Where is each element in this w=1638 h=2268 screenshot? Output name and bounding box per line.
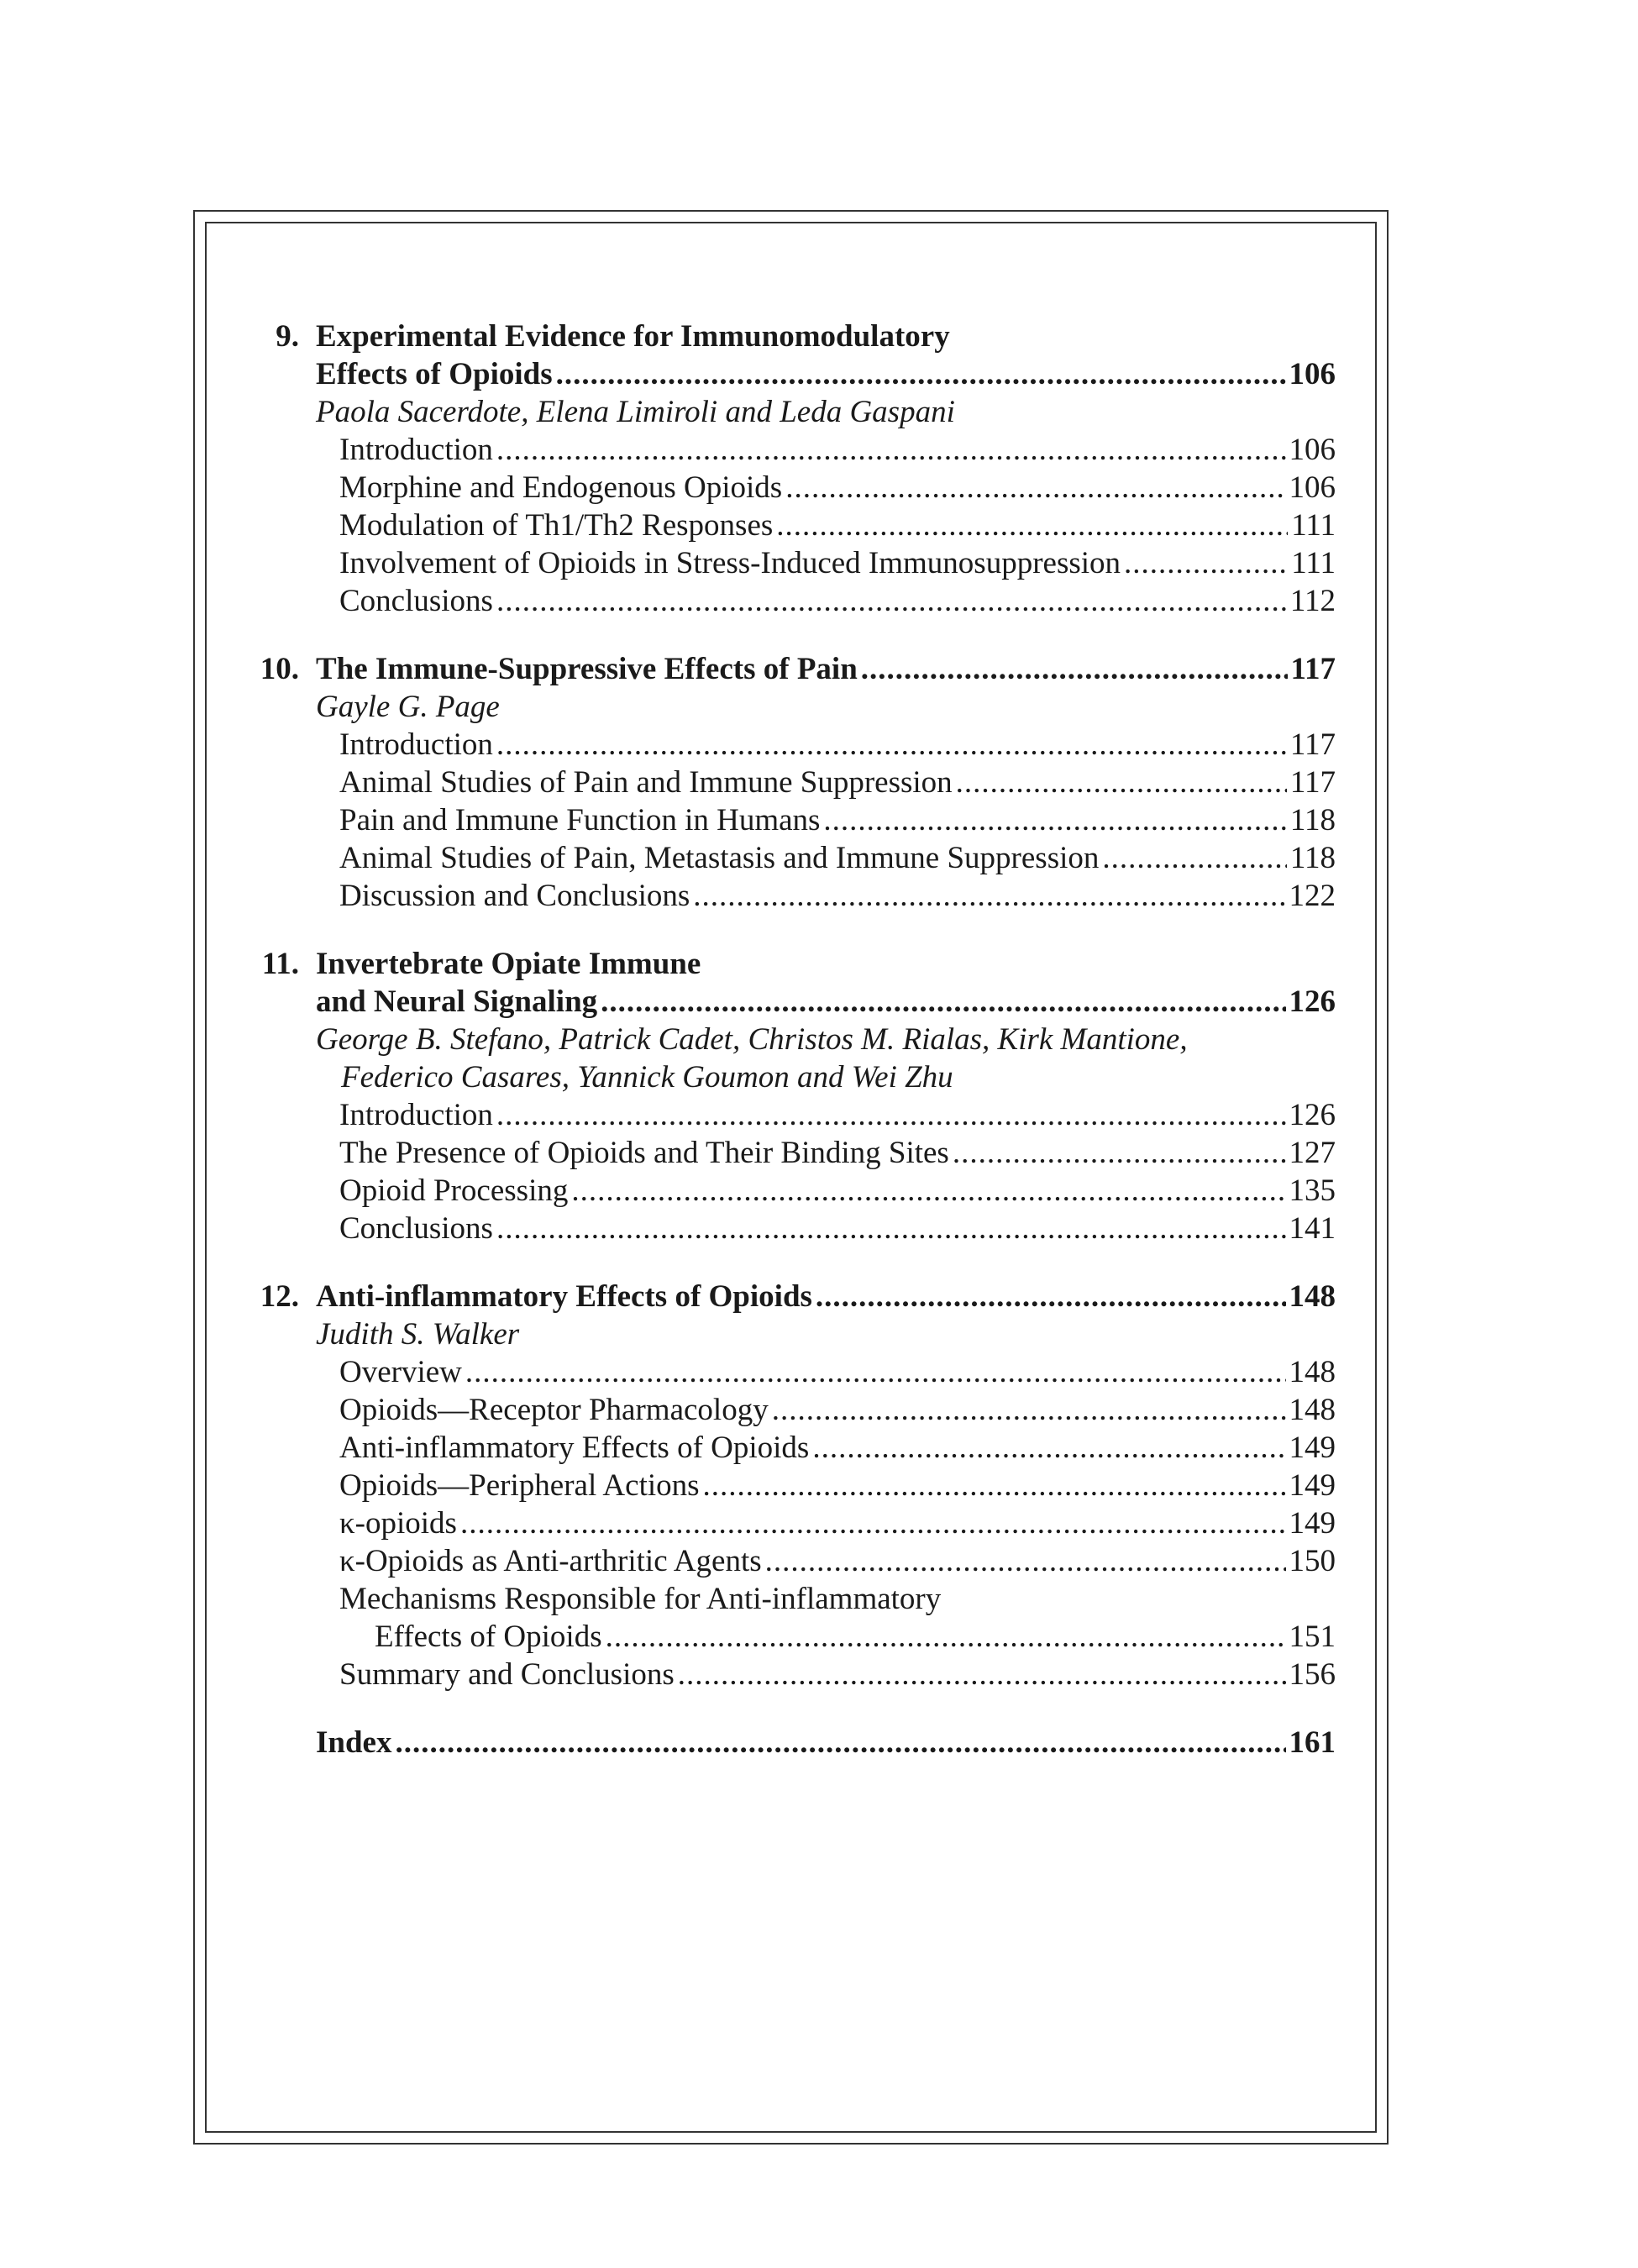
section-page: 149 bbox=[1289, 1506, 1336, 1541]
section-entry[interactable] bbox=[235, 544, 1336, 582]
section-page: 148 bbox=[1289, 1393, 1336, 1427]
section-label: Anti-inflammatory Effects of Opioids bbox=[339, 1431, 810, 1465]
section-label: Morphine and Endogenous Opioids bbox=[339, 470, 783, 505]
leader-dots bbox=[693, 877, 1285, 915]
leader-dots bbox=[785, 469, 1285, 507]
leader-dots bbox=[765, 1542, 1286, 1580]
section-page: 118 bbox=[1289, 841, 1336, 875]
section-entry[interactable] bbox=[235, 1467, 1336, 1504]
chapter-title-line1: Anti-inflammatory Effects of Opioids bbox=[316, 1279, 812, 1314]
leader-dots bbox=[678, 1656, 1286, 1693]
section-entry[interactable] bbox=[235, 431, 1336, 469]
section-entry[interactable] bbox=[235, 1504, 1336, 1542]
section-label: Animal Studies of Pain and Immune Suppression bbox=[339, 765, 953, 800]
section-page: 141 bbox=[1289, 1211, 1336, 1246]
section-page: 148 bbox=[1289, 1355, 1336, 1389]
leader-dots bbox=[816, 1278, 1286, 1315]
section-label: Pain and Immune Function in Humans bbox=[339, 803, 821, 837]
index-page: 161 bbox=[1289, 1725, 1336, 1760]
chapter-11 bbox=[235, 945, 1336, 1247]
section-entry[interactable] bbox=[235, 1429, 1336, 1467]
section-page: 112 bbox=[1289, 584, 1336, 618]
section-label: Animal Studies of Pain, Metastasis and Immune Suppression bbox=[339, 841, 1100, 875]
leader-dots bbox=[465, 1353, 1286, 1391]
leader-dots bbox=[496, 726, 1287, 764]
chapter-authors: Judith S. Walker bbox=[316, 1317, 520, 1352]
section-entry[interactable] bbox=[235, 1391, 1336, 1429]
leader-dots bbox=[496, 1096, 1286, 1134]
section-entry[interactable] bbox=[235, 1172, 1336, 1210]
section-page: 135 bbox=[1289, 1173, 1336, 1208]
section-page: 149 bbox=[1289, 1431, 1336, 1465]
leader-dots bbox=[556, 355, 1286, 393]
chapter-9 bbox=[235, 318, 1336, 620]
chapter-title-row[interactable] bbox=[235, 650, 1336, 688]
chapter-page: 117 bbox=[1290, 652, 1336, 686]
section-label: Summary and Conclusions bbox=[339, 1657, 675, 1692]
section-label: Conclusions bbox=[339, 1211, 493, 1246]
chapter-10 bbox=[235, 650, 1336, 915]
leader-dots bbox=[703, 1467, 1286, 1504]
section-page: 156 bbox=[1289, 1657, 1336, 1692]
section-label: Introduction bbox=[339, 433, 493, 467]
leader-dots bbox=[861, 650, 1288, 688]
chapter-number: 11. bbox=[261, 947, 299, 981]
leader-dots bbox=[571, 1172, 1285, 1210]
section-entry[interactable] bbox=[235, 507, 1336, 544]
section-entry[interactable] bbox=[235, 469, 1336, 507]
leader-dots bbox=[776, 507, 1288, 544]
section-label-continued: Effects of Opioids bbox=[375, 1620, 602, 1654]
table-of-contents bbox=[235, 318, 1336, 1792]
section-label: Modulation of Th1/Th2 Responses bbox=[339, 508, 774, 543]
section-entry[interactable] bbox=[235, 764, 1336, 801]
chapter-title-row[interactable] bbox=[235, 983, 1336, 1021]
chapter-title-line1: The Immune-Suppressive Effects of Pain bbox=[316, 652, 858, 686]
chapter-title-line1: Experimental Evidence for Immunomodulatory bbox=[316, 319, 950, 354]
section-entry[interactable] bbox=[235, 1542, 1336, 1580]
leader-dots bbox=[496, 431, 1286, 469]
leader-dots bbox=[606, 1618, 1286, 1656]
leader-dots bbox=[496, 582, 1287, 620]
chapter-page: 106 bbox=[1289, 357, 1336, 391]
chapter-title-row[interactable] bbox=[235, 1278, 1336, 1315]
section-page: 111 bbox=[1291, 508, 1336, 543]
chapter-authors: Paola Sacerdote, Elena Limiroli and Leda Gaspani bbox=[316, 395, 955, 429]
chapter-authors: Gayle G. Page bbox=[316, 690, 500, 724]
section-page: 151 bbox=[1289, 1620, 1336, 1654]
section-page: 122 bbox=[1289, 879, 1336, 913]
chapter-page: 148 bbox=[1289, 1279, 1336, 1314]
leader-dots bbox=[601, 983, 1285, 1021]
section-entry-line1[interactable] bbox=[235, 1580, 1336, 1618]
leader-dots bbox=[812, 1429, 1285, 1467]
index-label: Index bbox=[316, 1725, 392, 1760]
section-page: 149 bbox=[1289, 1468, 1336, 1503]
section-label: Involvement of Opioids in Stress-Induced Immunosuppression bbox=[339, 546, 1121, 580]
leader-dots bbox=[772, 1391, 1286, 1429]
section-page: 117 bbox=[1289, 727, 1336, 762]
section-label: Opioid Processing bbox=[339, 1173, 569, 1208]
section-entry[interactable] bbox=[235, 1134, 1336, 1172]
chapter-title-row[interactable] bbox=[235, 355, 1336, 393]
section-label: Conclusions bbox=[339, 584, 493, 618]
chapter-title-line2: Effects of Opioids bbox=[316, 357, 553, 391]
section-label: κ-Opioids as Anti-arthritic Agents bbox=[339, 1544, 762, 1578]
section-label: Discussion and Conclusions bbox=[339, 879, 690, 913]
section-label: The Presence of Opioids and Their Binding Sites bbox=[339, 1136, 949, 1170]
section-page: 127 bbox=[1289, 1136, 1336, 1170]
chapter-12 bbox=[235, 1278, 1336, 1693]
index-entry bbox=[235, 1724, 1336, 1761]
section-label: Mechanisms Responsible for Anti-inflammatory bbox=[339, 1582, 942, 1616]
section-entry[interactable] bbox=[235, 801, 1336, 839]
section-entry[interactable] bbox=[235, 1096, 1336, 1134]
section-page: 150 bbox=[1289, 1544, 1336, 1578]
chapter-number: 9. bbox=[276, 319, 299, 354]
section-entry[interactable] bbox=[235, 1353, 1336, 1391]
section-label: Opioids—Peripheral Actions bbox=[339, 1468, 700, 1503]
section-page: 106 bbox=[1289, 470, 1336, 505]
section-entry[interactable] bbox=[235, 1210, 1336, 1247]
leader-dots bbox=[956, 764, 1287, 801]
section-entry[interactable] bbox=[235, 877, 1336, 915]
section-label: Introduction bbox=[339, 1098, 493, 1132]
section-entry[interactable] bbox=[235, 1656, 1336, 1693]
section-page: 111 bbox=[1291, 546, 1336, 580]
leader-dots bbox=[460, 1504, 1286, 1542]
section-label: Overview bbox=[339, 1355, 462, 1389]
section-page: 117 bbox=[1289, 765, 1336, 800]
section-entry-line2[interactable] bbox=[235, 1618, 1336, 1656]
leader-dots bbox=[1124, 544, 1288, 582]
chapter-number: 12. bbox=[260, 1279, 299, 1314]
chapter-title-row bbox=[235, 945, 1336, 983]
section-entry[interactable] bbox=[235, 726, 1336, 764]
section-entry[interactable] bbox=[235, 582, 1336, 620]
section-label: Opioids—Receptor Pharmacology bbox=[339, 1393, 769, 1427]
section-page: 106 bbox=[1289, 433, 1336, 467]
chapter-number: 10. bbox=[260, 652, 299, 686]
section-label: Introduction bbox=[339, 727, 493, 762]
leader-dots bbox=[823, 801, 1286, 839]
chapter-title-row bbox=[235, 318, 1336, 355]
chapter-title-line1: Invertebrate Opiate Immune bbox=[316, 947, 701, 981]
chapter-title-line2: and Neural Signaling bbox=[316, 984, 598, 1019]
chapter-authors: George B. Stefano, Patrick Cadet, Christos M. Rialas, Kirk Mantione, bbox=[316, 1022, 1188, 1057]
section-entry[interactable] bbox=[235, 839, 1336, 877]
leader-dots bbox=[496, 1210, 1286, 1247]
chapter-authors-continued: Federico Casares, Yannick Goumon and Wei Zhu bbox=[341, 1060, 953, 1095]
chapter-page: 126 bbox=[1289, 984, 1336, 1019]
index-row[interactable] bbox=[235, 1724, 1336, 1761]
leader-dots bbox=[395, 1724, 1285, 1761]
section-page: 126 bbox=[1289, 1098, 1336, 1132]
section-page: 118 bbox=[1289, 803, 1336, 837]
leader-dots bbox=[1102, 839, 1286, 877]
section-label: κ-opioids bbox=[339, 1506, 457, 1541]
leader-dots bbox=[953, 1134, 1286, 1172]
